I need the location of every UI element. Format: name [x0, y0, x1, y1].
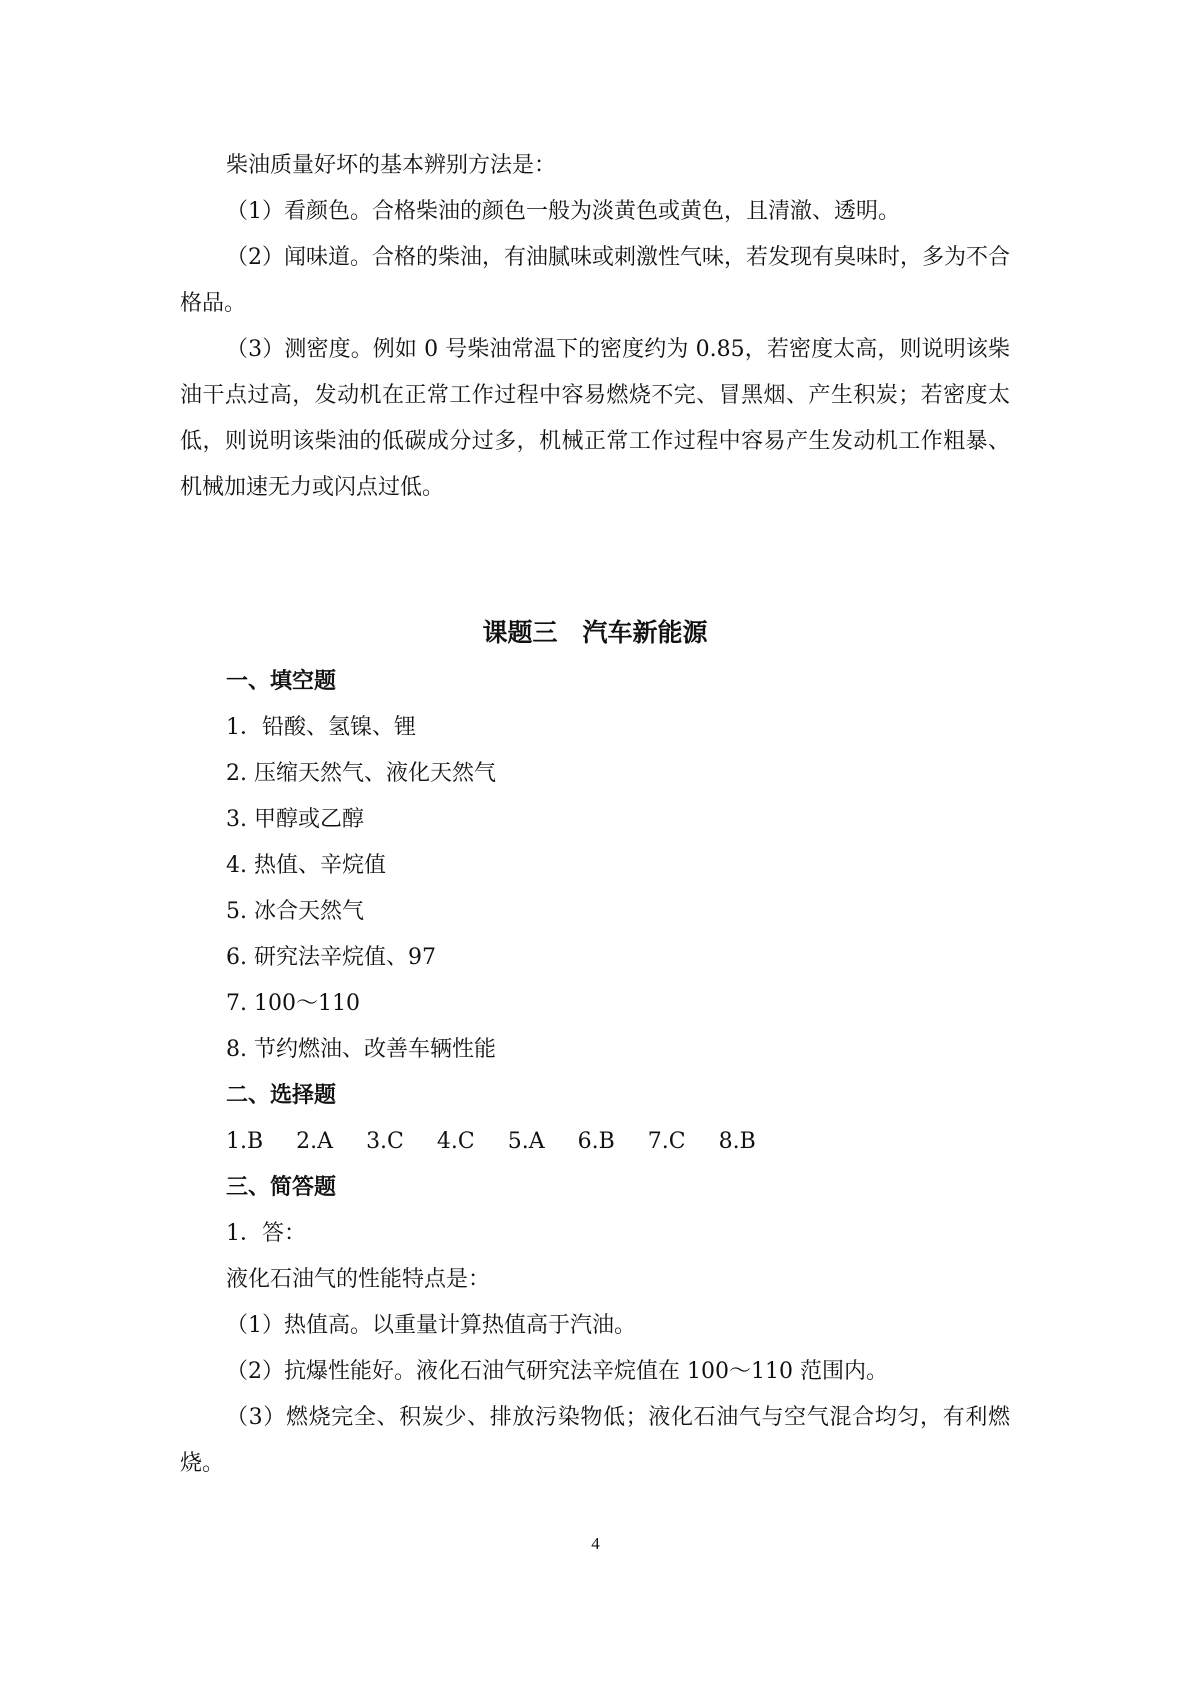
choice-answer: 3.C	[366, 1129, 404, 1154]
diesel-point-color: （1）看颜色。合格柴油的颜色一般为淡黄色或黄色，且清澈、透明。	[226, 199, 900, 224]
short-answer-heading: 三、简答题	[226, 1175, 337, 1200]
lpg-point: （1）热值高。以重量计算热值高于汽油。	[226, 1313, 636, 1338]
multiple-choice-answers	[180, 1119, 1010, 1165]
fill-blank-answer: 7. 100～110	[226, 991, 360, 1016]
page-content	[180, 143, 1010, 1487]
fill-blank-answer: 6. 研究法辛烷值、97	[226, 945, 436, 970]
fill-blank-answer: 2. 压缩天然气、液化天然气	[226, 761, 496, 786]
diesel-intro: 柴油质量好坏的基本辨别方法是：	[226, 153, 557, 178]
diesel-point-smell: （2）闻味道。合格的柴油，有油腻味或刺激性气味，若发现有臭味时，多为不合格品。	[180, 245, 1010, 316]
choice-answer: 1.B	[226, 1129, 264, 1154]
fill-blank-answer: 5. 冰合天然气	[226, 899, 364, 924]
choice-answer: 4.C	[436, 1129, 475, 1154]
section-gap	[180, 511, 1010, 607]
choice-answer: 6.B	[577, 1129, 615, 1154]
short-answer-q1-label: 1．答：	[226, 1221, 306, 1246]
page-number: 4	[591, 1534, 600, 1553]
lpg-point: （2）抗爆性能好。液化石油气研究法辛烷值在 100～110 范围内。	[226, 1359, 888, 1384]
lpg-point: （3）燃烧完全、积炭少、排放污染物低；液化石油气与空气混合均匀，有利燃烧。	[180, 1405, 1010, 1476]
choice-answer: 7.C	[647, 1129, 686, 1154]
fill-blank-answer: 3. 甲醇或乙醇	[226, 807, 364, 832]
fill-blank-answer: 1．铅酸、氢镍、锂	[226, 715, 416, 740]
fill-blank-heading: 一、填空题	[226, 669, 337, 694]
lesson-title: 课题三 汽车新能源	[482, 618, 708, 647]
choice-answer: 8.B	[718, 1129, 756, 1154]
fill-blank-answer: 4. 热值、辛烷值	[226, 853, 386, 878]
diesel-point-density: （3）测密度。例如 0 号柴油常温下的密度约为 0.85，若密度太高，则说明该柴油干点过高，发动机在正常工作过程中容易燃烧不完、冒黑烟、产生积炭；若密度太低，则说明该柴油的低碳成分过多，机械正常工作过程中容易产生发动机工作粗暴、机械加速无力或闪点过低。	[180, 337, 1010, 500]
choice-answer: 5.A	[507, 1129, 545, 1154]
fill-blank-answer: 8. 节约燃油、改善车辆性能	[226, 1037, 496, 1062]
multiple-choice-heading: 二、选择题	[226, 1083, 337, 1108]
lpg-intro: 液化石油气的性能特点是：	[226, 1267, 491, 1292]
choice-answer: 2.A	[296, 1129, 334, 1154]
